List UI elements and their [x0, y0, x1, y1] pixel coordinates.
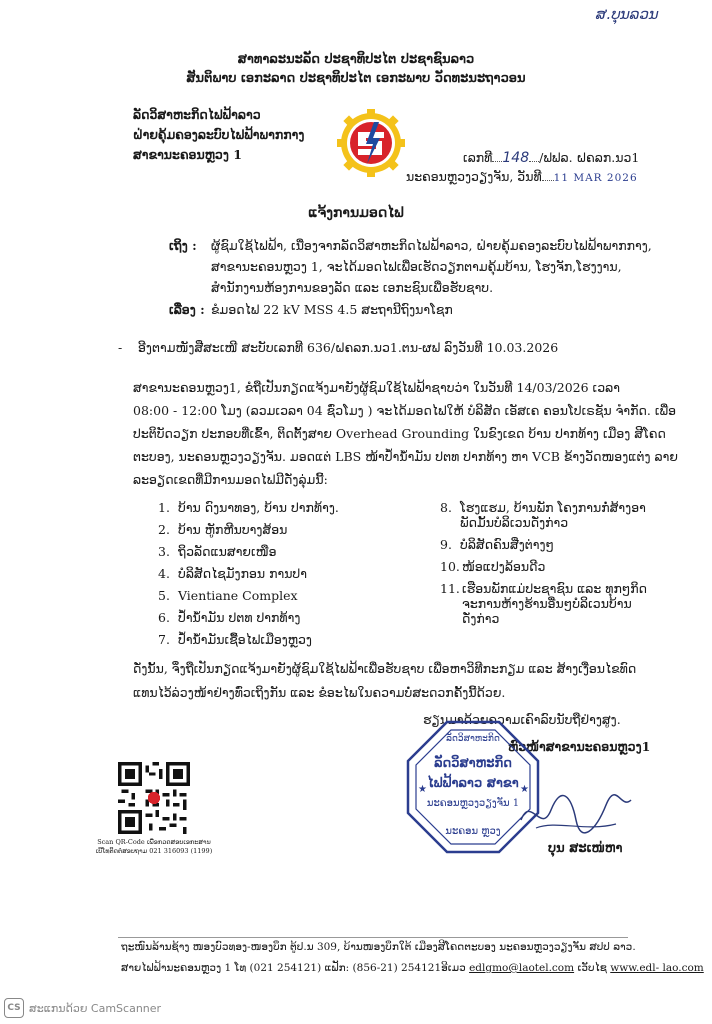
- list-item: 4. ບໍລິສັດໄຊມັງກອນ ການປາ: [158, 566, 307, 581]
- stamp-star-right: ★: [520, 784, 529, 795]
- doc-date-prefix: ນະຄອນຫຼວງວຽງຈັນ, ວັນທີ: [406, 169, 542, 184]
- stamp-line1: ລັດວິສາຫະກິດ: [434, 756, 512, 771]
- camscanner-text: ສະແກນດ້ວຍ CamScanner: [29, 1001, 162, 1015]
- handwritten-signature: [516, 790, 636, 840]
- list-item: 3. ຖິວລັດແນສາຍເໜືອ: [158, 544, 277, 559]
- edl-logo: [336, 108, 406, 178]
- doc-number-line: [463, 150, 639, 166]
- doc-number-value: 148: [502, 150, 530, 166]
- reference-dash: -: [118, 340, 123, 355]
- list-item-continuation: ດັ່ງກ່າວ: [462, 611, 500, 626]
- footer-divider: [118, 937, 628, 938]
- list-item: 6. ປໍ້ານ້ຳມັນ ປຕທ ປາກທ້າງ: [158, 610, 301, 625]
- stamp-line3: ນະຄອນຫຼວງວຽງຈັນ 1: [426, 798, 520, 809]
- list-item: 10. ໜ້ອແປງລ້ອນດີວ: [440, 559, 546, 574]
- doc-date-value: 11 MAR 2026: [553, 172, 638, 184]
- org-line1: ລັດວິສາຫະກິດໄຟຟ້າລາວ: [133, 107, 261, 122]
- doc-number-prefix: ເລກທີ: [463, 150, 493, 165]
- corner-handwriting: ສ.ບຸນລວນ: [596, 5, 659, 23]
- doc-date-line: [406, 170, 638, 184]
- list-item: 9. ບໍລິສັດຄົນສີ່ງຕ່າງໆ: [440, 537, 554, 552]
- qr-caption: Scan QR-Code ເພື່ອກວດສອບເອກະສານ ເບີໂທຕິດຕໍ່ສອບຖາມ 021 316093 (1199): [95, 838, 213, 856]
- areas-left-list: [158, 500, 339, 654]
- stamp-star-left: ★: [418, 784, 427, 795]
- notice-title: ແຈ້ງການມອດໄຟ: [308, 205, 404, 221]
- closing-line-2: ແທນໄວ້ລ່ວງໜ້າຢ່າງທົ່ວເຖິງກັນ ແລະ ຂໍອະໄພໃນຄວາມບໍ່ສະດວກຄັ້ງນີ້ດ້ວຍ.: [133, 685, 506, 700]
- camscanner-watermark: [4, 998, 161, 1018]
- stamp-ring-top: ລັດວິສາຫະກິດ: [446, 734, 500, 744]
- subject-text: ຂໍມອດໄຟ 22 kV MSS 4.5 ສະຖານີຖົງນາໂຊກ: [211, 302, 453, 317]
- footer-contact: ສາຍໄຟຟ້ານະຄອນຫຼວງ 1 ໂທ (021 254121) ແຟັກ: (856-21) 254121ອີເມວ edlgmo@laotel.com ເວັບໄຊ www.edl- lao.com: [121, 962, 704, 974]
- qr-code: [118, 762, 190, 834]
- body-line-1: ສາຂານະຄອນຫຼວງ1, ຂໍຖືເປັນກຽດແຈ້ງມາຍັງຜູ້ຊົມໃຊ້ໄຟຟ້າຊາບວ່າ ໃນວັນທີ 14/03/2026 ເວລາ: [133, 380, 620, 395]
- qr-logo-icon: [148, 792, 160, 804]
- camscanner-badge-icon: CS: [4, 998, 24, 1018]
- footer-email-link[interactable]: edlgmo@laotel.com: [469, 962, 575, 974]
- list-item-continuation: ຈະການຫ້າງຮ້ານອື່ນໆບໍລິເວນບ້ານ: [462, 596, 632, 611]
- list-item: 11. ເຮືອນພັກແມ່ປະຊາຊົນ ແລະ ທຸກໆກິດ: [440, 581, 648, 596]
- areas-right-list: [440, 500, 647, 626]
- list-item: 2. ບ້ານ ຫູັກຫີນບາງສ້ອນ: [158, 522, 288, 537]
- stamp-line2: ໄຟຟ້າລາວ ສາຂາ: [427, 776, 519, 791]
- logo-gear-icon: [337, 109, 405, 177]
- list-item: 7. ປໍ້ານ້ຳມັນເຊື້ອໄຟເມືອງຫຼວງ: [158, 632, 312, 647]
- stamp-ring-bottom: ນະຄອນ ຫຼວງ: [445, 826, 501, 837]
- national-header-line1: ສາທາລະນະລັດ ປະຊາທິປະໄຕ ປະຊາຊົນລາວ: [237, 52, 475, 67]
- to-label: ເຖິງ :: [169, 238, 197, 253]
- body-line-5: ລະອຽດເຂດທີ່ມີການມອດໄຟມີດັ່ງລຸ່ມນີ້:: [133, 472, 328, 487]
- org-line3: ສາຂານະຄອນຫຼວງ 1: [133, 147, 242, 162]
- signature-position: ຫົວໜ້າສາຂານະຄອນຫຼວງ1: [508, 739, 651, 754]
- list-item: 8. ໂຮງແຮມ, ບ້ານພັກ ໂຄງການກໍ່ສ້າງອາ: [440, 500, 646, 515]
- body-line-2: 08:00 - 12:00 ໂມງ (ລວມເວລາ 04 ຊົ່ວໂມງ ) ຈະໄດ້ມອດໄຟໃຫ້ ບໍລິສັດ ເອັສເຄ ຄອນໂປເຣຊັນ ຈຳກັດ. ເພື່ອ: [133, 403, 677, 418]
- list-item-continuation: ພັດມັ້ນບໍລິເວນດັ່ງກ່າວ: [460, 515, 569, 530]
- footer-website-link[interactable]: www.edl- lao.com: [610, 962, 704, 974]
- signature-name: ບຸນ ສະເໜ່ຫາ: [548, 841, 623, 856]
- doc-number-suffix: /ຟຟລ. ຝຄລກ.ນວ1: [539, 150, 640, 165]
- to-line-3: ສຳນັກງານຫ້ອງການຂອງລັດ ແລະ ເອກະຊົນເພື່ອຮັບຊາບ.: [211, 280, 494, 295]
- closing-line-1: ດັ່ງນັ້ນ, ຈຶ່ງຖືເປັນກຽດແຈ້ງມາຍັງຜູ້ຊົມໃຊ້ໄຟຟ້າເພື່ອຮັບຊາບ ເພື່ອຫາວິທີກະກຽມ ແລະ ສ້າງເງື່ອນໄຂທົດ: [133, 661, 637, 676]
- to-line-2: ສາຂານະຄອນຫຼວງ 1, ຈະໄດ້ມອດໄຟເພື່ອເຮັດວຽກຕາມຄຸ້ມບ້ານ, ໂຮງຈັກ,ໂຮງງານ,: [211, 259, 622, 274]
- national-header-line2: ສັນຕິພາບ ເອກະລາດ ປະຊາທິປະໄຕ ເອກະພາບ ວັດທະນະຖາວອນ: [186, 71, 526, 86]
- list-item: 1. ບ້ານ ດົງນາທອງ, ບ້ານ ປາກທ້າງ.: [158, 500, 339, 515]
- reference-line: ອີງຕາມໜັງສືສະເໜີ ສະບັບເລກທີ 636/ຝຄລກ.ນວ1.ຕນ-ຜຟ ລົງວັນທີ 10.03.2026: [138, 340, 559, 355]
- subject-label: ເລື່ອງ :: [169, 302, 205, 317]
- org-line2: ຝ່າຍຄຸ້ມຄອງລະບົບໄຟຟ້າພາກກາງ: [133, 127, 305, 142]
- regards-line: ຮຽນມາດ້ວຍຄວາມເຄົາລົບນັບຖືຢ່າງສູງ.: [423, 712, 621, 727]
- list-item: 5. Vientiane Complex: [158, 588, 298, 603]
- to-line-1: ຜູ້ຊົມໃຊ້ໄຟຟ້າ, ເນື່ອງຈາກລັດວິສາຫະກິດໄຟຟ້າລາວ, ຝ່າຍຄຸ້ມຄອງລະບົບໄຟຟ້າພາກກາງ,: [211, 238, 652, 253]
- footer-address: ຖະໜົນລ້ານຊ້າງ ໜອງບົວທອງ-ໜອງບຶກ ຕູ້ປ.ນ 309, ບ້ານໜອງບຶກໃຕ້ ເມືອງສີໂຄດຕະບອງ ນະຄອນຫຼວງວຽງຈັນ ສປປ ລາວ.: [121, 941, 636, 953]
- body-line-3: ປະຕິບັດວຽກ ປະກອບທີ່ເຂົ້າ, ຕິດຕັ້ງສາຍ Overhead Grounding ໃນຂົງເຂດ ບ້ານ ປາກທ້າງ ເມືອງ ສີໂຄດ: [133, 426, 666, 441]
- body-line-4: ຕະບອງ, ນະຄອນຫຼວງວຽງຈັນ. ມອດແຕ່ LBS ໜ້າປໍ້ານ້ຳມັນ ປຕທ ປາກທ້າງ ຫາ VCB ຂ້າງວັດໜອງແຕ່ງ ລາຍ: [133, 449, 678, 464]
